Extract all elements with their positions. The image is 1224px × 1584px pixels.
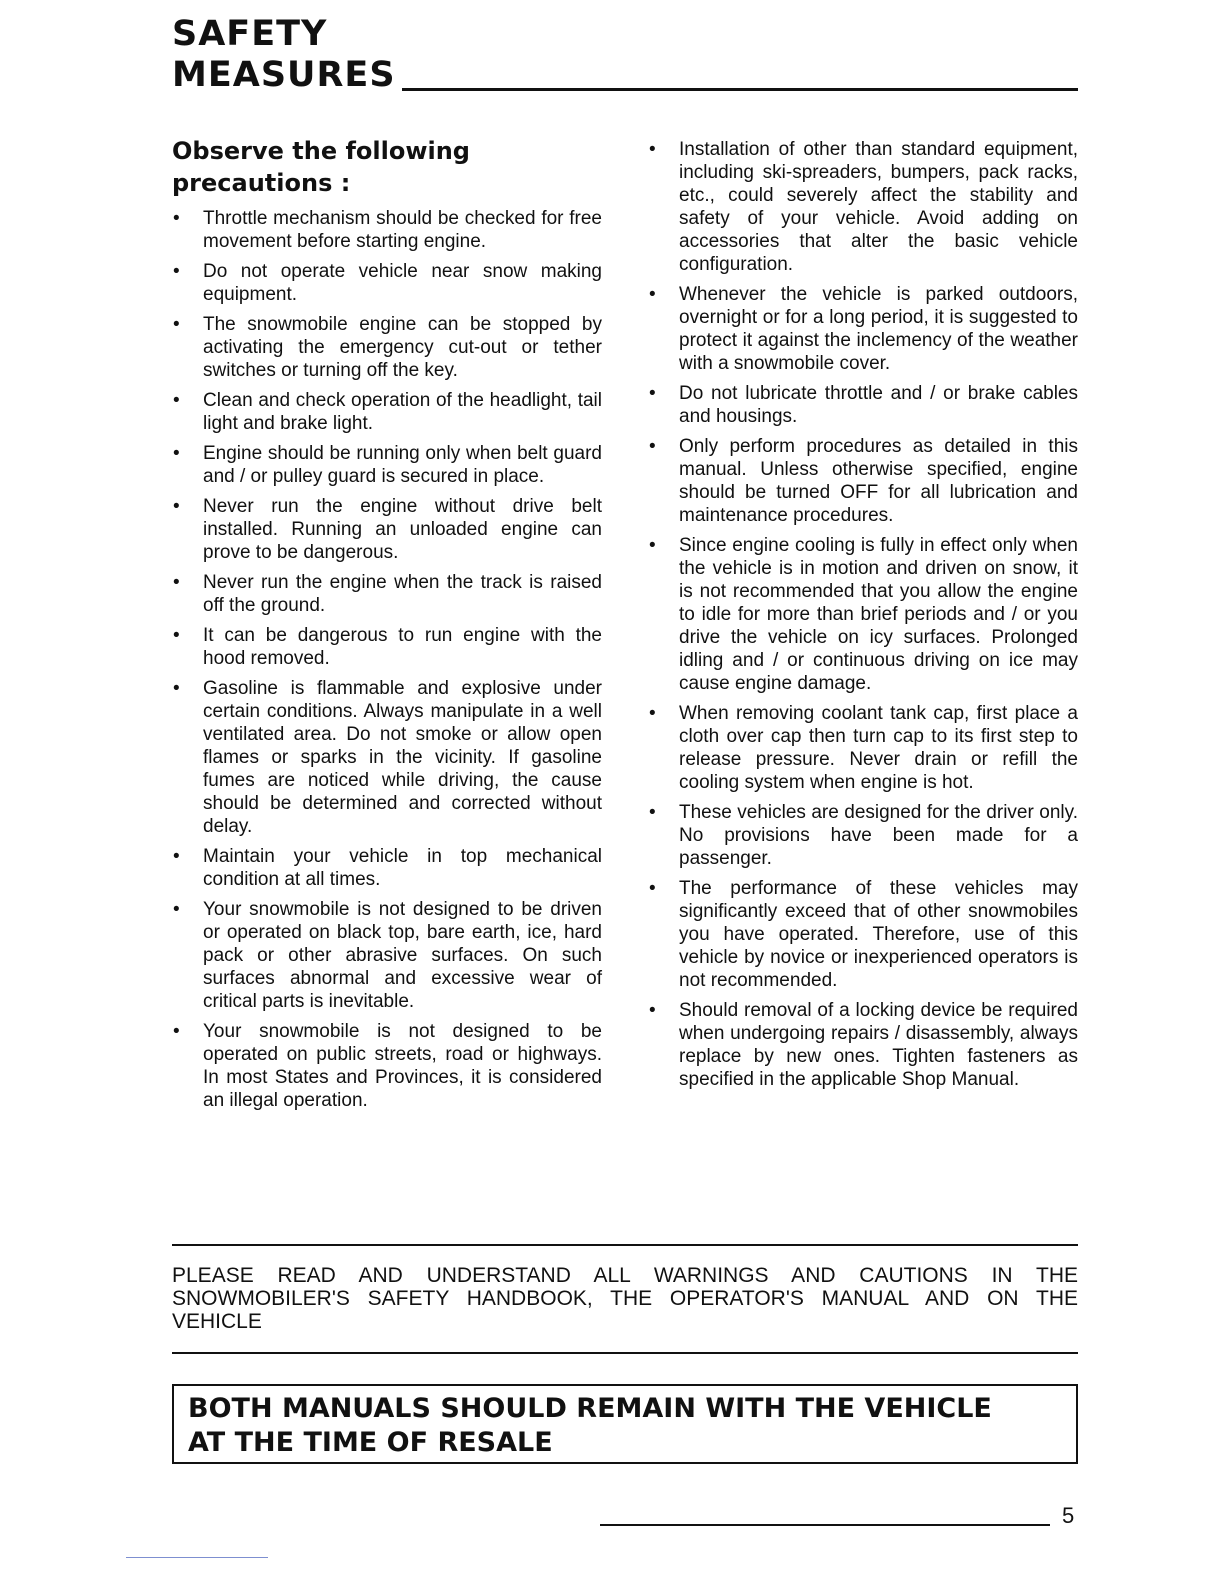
notice-bottom-rule: [172, 1352, 1078, 1354]
list-item: • The performance of these vehicles may significantly exceed that of other snowmobiles you have operated. Therefore, use of this vehicle by novice or inexperienced operators is not recommended.: [648, 877, 1078, 992]
list-item: • Do not lubricate throttle and / or brake cables and housings.: [648, 382, 1078, 428]
title-underline: [402, 88, 1078, 91]
list-item: • Your snowmobile is not designed to be driven or operated on black top, bare earth, ice, hard pack or other abrasive surfaces. On such surfaces abnormal and excessive wear of critical parts is inevitable.: [172, 898, 602, 1013]
resale-callout-box: [172, 1384, 1078, 1464]
notice-top-rule: [172, 1244, 1078, 1246]
left-precautions-list: [172, 207, 602, 1112]
list-item: • Engine should be running only when belt guard and / or pulley guard is secured in place.: [172, 442, 602, 488]
resale-line-2: AT THE TIME OF RESALE: [188, 1427, 553, 1458]
list-item: • Never run the engine when the track is raised off the ground.: [172, 571, 602, 617]
list-item: • Maintain your vehicle in top mechanical condition at all times.: [172, 845, 602, 891]
scan-edge-mark: [126, 1557, 268, 1558]
list-item: • Gasoline is flammable and explosive under certain conditions. Always manipulate in a well ventilated area. Do not smoke or allow open flames or sparks in the vicinity. If gasoline fumes are noticed while driving, the cause should be determined and corrected without delay.: [172, 677, 602, 838]
list-item: • Installation of other than standard equipment, including ski-spreaders, bumpers, pack racks, etc., could severely affect the stability and safety of your vehicle. Avoid adding on accessories that alter the basic vehicle configuration.: [648, 138, 1078, 276]
section-subheading: Observe the following precautions :: [172, 137, 470, 197]
title-line-2: MEASURES: [172, 55, 396, 95]
list-item: • When removing coolant tank cap, first place a cloth over cap then turn cap to its first step to release pressure. Never drain or refill the cooling system when engine is hot.: [648, 702, 1078, 794]
left-column: [172, 135, 602, 1119]
page-title: [172, 14, 1078, 96]
page-number: 5: [1062, 1503, 1075, 1528]
right-precautions-list: [648, 138, 1078, 1091]
footer-rule: [600, 1524, 1050, 1526]
list-item: • The snowmobile engine can be stopped by activating the emergency cut-out or tether switches or turning off the key.: [172, 313, 602, 382]
list-item: • Clean and check operation of the headlight, tail light and brake light.: [172, 389, 602, 435]
list-item: • These vehicles are designed for the driver only. No provisions have been made for a passenger.: [648, 801, 1078, 870]
list-item: • Never run the engine without drive belt installed. Running an unloaded engine can prove to be dangerous.: [172, 495, 602, 564]
list-item: • It can be dangerous to run engine with the hood removed.: [172, 624, 602, 670]
right-column: [648, 138, 1078, 1098]
list-item: • Since engine cooling is fully in effect only when the vehicle is in motion and driven on snow, it is not recommended that you allow the engine to idle for more than brief periods and / or you drive the vehicle on icy surfaces. Prolonged idling and / or continuous driving on ice may cause engine damage.: [648, 534, 1078, 695]
list-item: • Only perform procedures as detailed in this manual. Unless otherwise specified, engine should be turned OFF for all lubrication and maintenance procedures.: [648, 435, 1078, 527]
list-item: • Do not operate vehicle near snow making equipment.: [172, 260, 602, 306]
title-line-2-row: [172, 55, 1078, 96]
warning-notice: PLEASE READ AND UNDERSTAND ALL WARNINGS AND CAUTIONS IN THE SNOWMOBILER'S SAFETY HANDBOOK, THE OPERATOR'S MANUAL AND ON THE VEHICLE: [172, 1264, 1078, 1333]
resale-line-1: BOTH MANUALS SHOULD REMAIN WITH THE VEHICLE: [188, 1393, 992, 1424]
list-item: • Whenever the vehicle is parked outdoors, overnight or for a long period, it is suggested to protect it against the inclemency of the weather with a snowmobile cover.: [648, 283, 1078, 375]
list-item: • Throttle mechanism should be checked for free movement before starting engine.: [172, 207, 602, 253]
title-line-1: SAFETY: [172, 14, 328, 54]
list-item: • Should removal of a locking device be required when undergoing repairs / disassembly, always replace by new ones. Tighten fasteners as specified in the applicable Shop Manual.: [648, 999, 1078, 1091]
list-item: • Your snowmobile is not designed to be operated on public streets, road or highways. In most States and Provinces, it is considered an illegal operation.: [172, 1020, 602, 1112]
